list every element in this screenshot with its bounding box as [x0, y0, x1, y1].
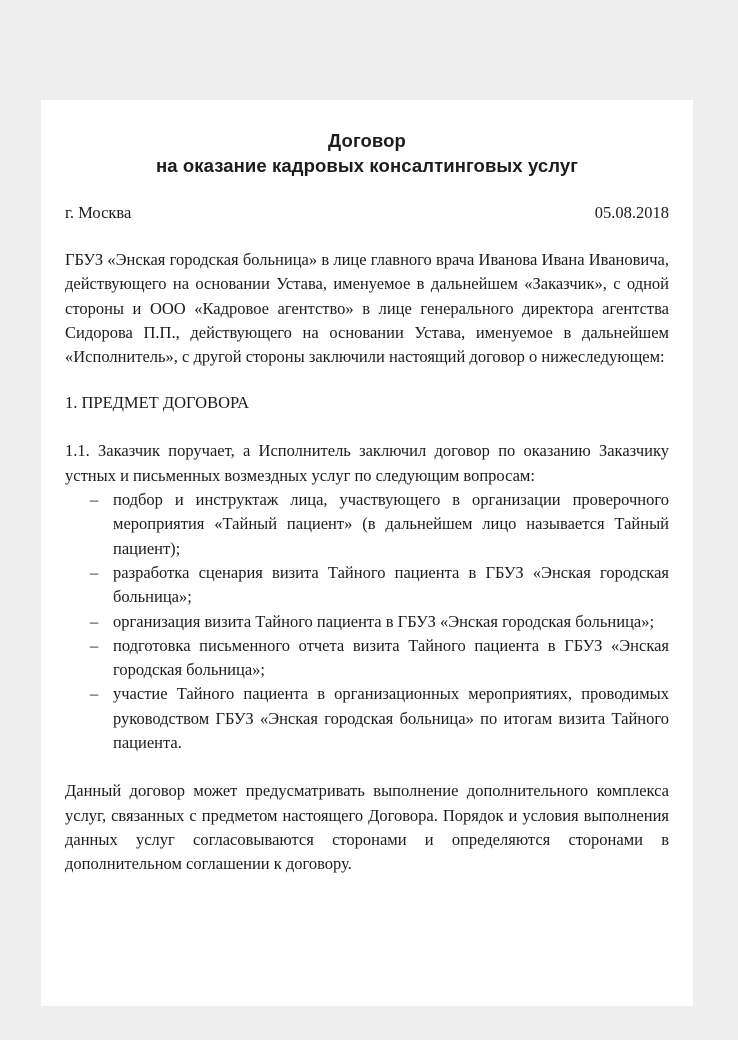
list-dash: – — [90, 490, 99, 510]
list-item — [90, 610, 669, 634]
list-item-text: подготовка письменного отчета визита Тайного пациента в ГБУЗ «Энская городская больница»; — [113, 635, 669, 680]
list-item-text: организация визита Тайного пациента в ГБУЗ «Энская городская больница»; — [113, 611, 655, 631]
list-item-text: разработка сценария визита Тайного пациента в ГБУЗ «Энская городская больница»; — [113, 562, 669, 607]
list-dash: – — [90, 635, 99, 655]
title-line-1: Договор — [328, 130, 406, 151]
list-item — [90, 634, 669, 683]
clause-1-1: 1.1. Заказчик поручает, а Исполнитель заключил договор по оказанию Заказчику устных и письменных возмездных услуг по следующим вопросам: — [65, 441, 669, 485]
city: г. Москва — [65, 203, 132, 222]
intro-paragraph: ГБУЗ «Энская городская больница» в лице главного врача Иванова Ивана Ивановича, действующего на основании Устава, именуемое в дальнейшем «Заказчик», с одной стороны и ООО «Кадровое агентство» в лице генерального директора агентства Сидорова П.П., действующего на основании Устава, именуемое в дальнейшем «Исполнитель», с другой стороны заключили настоящий договор о нижеследующем: — [65, 250, 669, 367]
list-item-text: подбор и инструктаж лица, участвующего в организации проверочного мероприятия «Тайный пациент» (в дальнейшем лицо называется Тайный пациент); — [113, 490, 669, 558]
list-item — [90, 682, 669, 755]
list-dash: – — [90, 562, 99, 582]
list-item — [90, 561, 669, 610]
document-title — [65, 128, 669, 178]
list-dash: – — [90, 611, 99, 631]
final-paragraph: Данный договор может предусматривать выполнение дополнительного комплекса услуг, связанных с предметом настоящего Договора. Порядок и условия выполнения данных услуг согласовываются сторонами и определяются сторонами в дополнительном соглашении к договору. — [65, 781, 669, 874]
document-page — [41, 100, 693, 1006]
title-line-2: на оказание кадровых консалтинговых услуг — [155, 155, 579, 176]
list-item — [90, 488, 669, 561]
section-title: 1. ПРЕДМЕТ ДОГОВОРА — [65, 393, 249, 413]
list-item-text: участие Тайного пациента в организационных мероприятиях, проводимых руководством ГБУЗ «Энская городская больница» по итогам визита Тайного пациента. — [113, 684, 669, 753]
list-dash: – — [90, 684, 99, 704]
place-date-row — [65, 201, 669, 225]
services-list — [65, 488, 669, 755]
date: 05.08.2018 — [594, 203, 669, 222]
